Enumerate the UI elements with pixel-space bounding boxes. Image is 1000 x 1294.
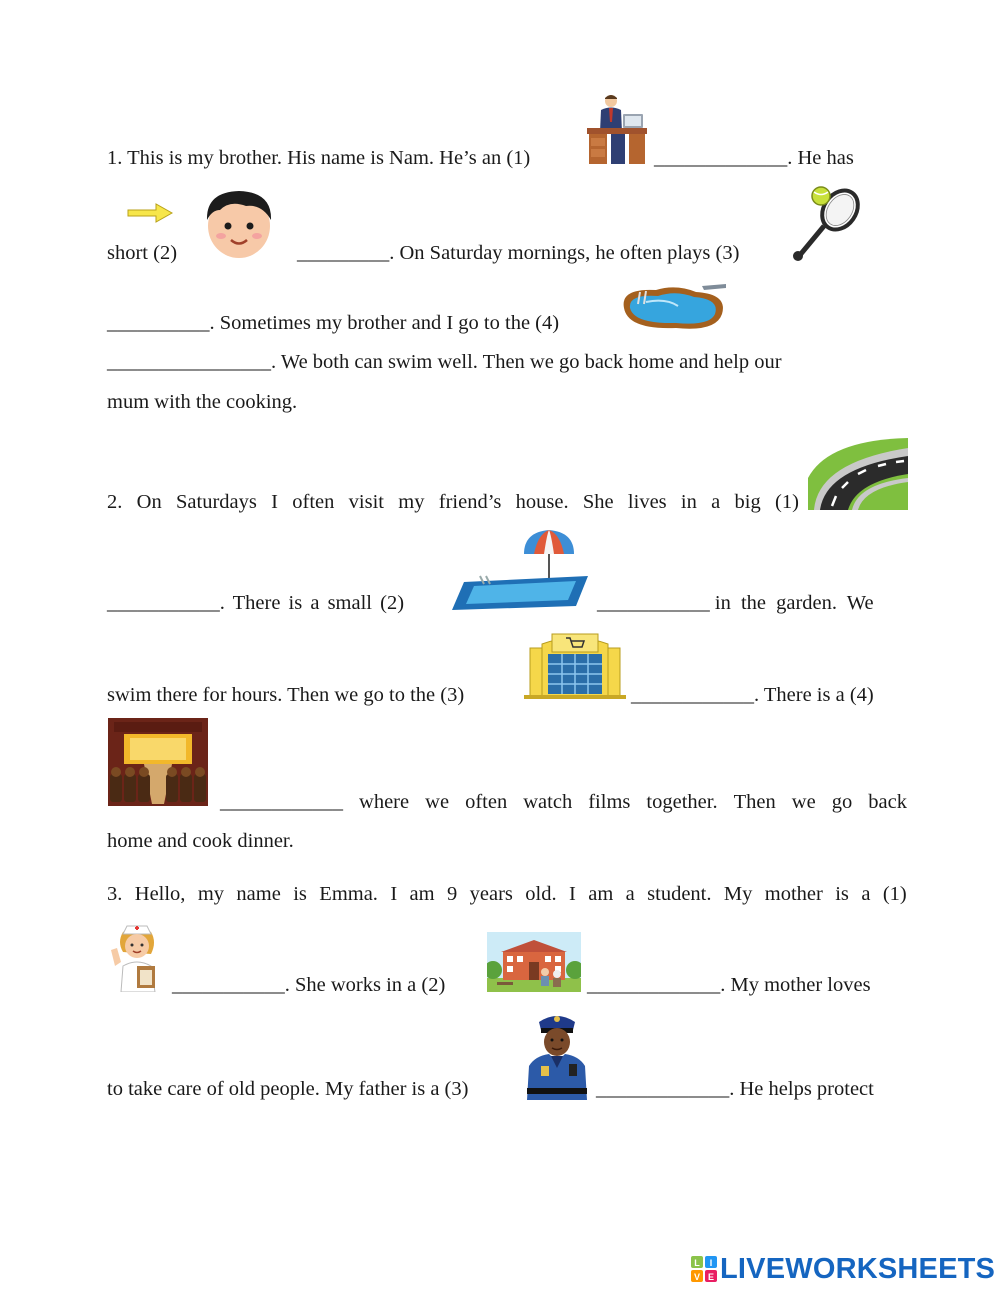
road-icon — [808, 438, 908, 510]
logo-badge-letter: L — [694, 1258, 700, 1268]
liveworksheets-logo[interactable] — [690, 1252, 995, 1286]
ex3-word: a — [861, 883, 871, 905]
ex2-word: big — [734, 491, 761, 513]
office-worker-icon — [585, 92, 649, 166]
ex2-word: On — [136, 491, 162, 513]
blank-2-4[interactable]: ____________ — [220, 791, 343, 813]
ex3-line2-text: . She works in a (2) — [284, 974, 446, 996]
ex2-line4 — [220, 790, 907, 814]
ex2-line2-end — [597, 591, 874, 615]
ex2-word: go — [831, 791, 853, 813]
blank-1-4[interactable]: ________________ — [107, 351, 271, 373]
ex2-word: watch — [523, 791, 573, 813]
ex1-line5-text: mum with the cooking. — [107, 391, 298, 413]
nursing-home-icon — [487, 932, 581, 992]
blank-3-3[interactable]: _____________ — [596, 1078, 730, 1100]
ex3-word: (1) — [882, 883, 907, 905]
ex3-word: My — [723, 883, 753, 905]
ex3-line3-text: to take care of old people. My father is a (3) — [107, 1078, 469, 1100]
ex3-line2 — [172, 973, 445, 997]
ex2-word: She — [582, 491, 614, 513]
police-officer-icon — [521, 1008, 593, 1100]
ex3-line2-end — [587, 973, 871, 997]
ex2-line3-end — [631, 683, 874, 707]
ex2-word: I — [271, 491, 278, 513]
ex1-line2-mid-text: . On Saturday mornings, he often plays (3) — [389, 242, 740, 264]
blank-3-1[interactable]: ___________ — [172, 974, 285, 996]
ex2-word: my — [398, 491, 425, 513]
arrow-icon — [126, 201, 174, 225]
ex2-word: (1) — [775, 491, 799, 513]
ex3-word: years — [469, 883, 513, 905]
ex3-word: 9 — [446, 883, 458, 905]
swimming-pool-icon — [616, 280, 732, 334]
ex1-line1-text: 1. This is my brother. His name is Nam. He’s an (1) — [107, 147, 531, 169]
ex3-word: my — [197, 883, 225, 905]
ex1-line1-end — [654, 146, 854, 170]
ex2-word: films — [588, 791, 631, 813]
nurse-icon — [107, 922, 169, 992]
ex2-word: 2. — [107, 491, 123, 513]
ex1-line3 — [107, 311, 559, 335]
ex3-word: mother — [764, 883, 823, 905]
ex2-word: together. — [646, 791, 718, 813]
ex2-line5-text: home and cook dinner. — [107, 830, 294, 852]
cinema-icon — [108, 718, 208, 806]
ex2-word: house. — [515, 491, 569, 513]
ex2-line3 — [107, 683, 464, 707]
ex1-line2-text: short (2) — [107, 242, 178, 264]
logo-text: LIVEWORKSHEETS — [720, 1252, 996, 1285]
ex3-word: am — [588, 883, 614, 905]
ex2-word: often — [292, 491, 335, 513]
ex3-line2-end-text: . My mother loves — [720, 974, 871, 996]
ex3-line3 — [107, 1077, 468, 1101]
blank-2-2[interactable]: ___________ — [597, 592, 710, 614]
blank-2-3[interactable]: ____________ — [631, 684, 754, 706]
boy-face-icon — [200, 186, 278, 260]
ex1-line4-text: . We both can swim well. Then we go back home and help our — [271, 351, 782, 373]
ex3-word: Hello, — [134, 883, 186, 905]
ex3-line3-end-text: . He helps protect — [729, 1078, 874, 1100]
ex1-line2 — [107, 241, 177, 265]
ex1-line2-mid — [297, 241, 739, 265]
ex3-word: is — [293, 883, 307, 905]
ex3-word: 3. — [107, 883, 123, 905]
ex3-word: am — [409, 883, 435, 905]
ex3-word: is — [835, 883, 849, 905]
ex1-line1-end-text: . He has — [787, 147, 854, 169]
logo-badge-letter: E — [707, 1272, 715, 1282]
ex2-line3-text: swim there for hours. Then we go to the (3) — [107, 684, 465, 706]
ex3-line3-end — [596, 1077, 874, 1101]
ex3-word: a — [625, 883, 635, 905]
ex1-line5 — [107, 390, 297, 414]
ex2-line5 — [107, 829, 294, 853]
blank-2-1[interactable]: ___________ — [107, 592, 220, 614]
ex2-word: friend’s — [438, 491, 502, 513]
ex2-word: Saturdays — [176, 491, 257, 513]
logo-badge-letter: I — [709, 1258, 713, 1268]
logo-badge-letter: V — [693, 1272, 701, 1282]
ex3-word: I — [569, 883, 576, 905]
ex2-word: in — [680, 491, 697, 513]
ex2-line1 — [107, 490, 799, 514]
ex2-word: visit — [348, 491, 384, 513]
blank-3-2[interactable]: _____________ — [587, 974, 721, 996]
shopping-mall-icon — [522, 628, 628, 700]
ex2-word: where — [359, 791, 410, 813]
tennis-racket-icon — [790, 183, 866, 263]
ex3-word: Emma. — [319, 883, 378, 905]
ex2-word: we — [425, 791, 450, 813]
blank-1-2[interactable]: _________ — [297, 242, 390, 264]
ex2-line2-text: . There is a small (2) — [219, 592, 405, 614]
ex2-word: often — [465, 791, 508, 813]
logo-badge-icon — [690, 1255, 718, 1283]
ex2-word: Then — [733, 791, 776, 813]
ex2-line2-end-text: in the garden. We — [714, 592, 874, 614]
ex1-line3-text: . Sometimes my brother and I go to the (4) — [209, 312, 560, 334]
ex3-line1 — [107, 882, 907, 906]
ex2-word: we — [791, 791, 816, 813]
ex1-line4 — [107, 350, 782, 374]
ex2-word: a — [711, 491, 721, 513]
ex2-word: lives — [627, 491, 667, 513]
ex2-line2 — [107, 591, 404, 615]
ex2-word: back — [868, 791, 907, 813]
ex3-word: I — [390, 883, 398, 905]
ex3-word: name — [236, 883, 281, 905]
blank-1-1[interactable]: _____________ — [654, 147, 788, 169]
blank-1-3[interactable]: __________ — [107, 312, 210, 334]
pool-umbrella-icon — [450, 526, 590, 614]
ex1-line1 — [107, 146, 530, 170]
ex2-line3-end-text: . There is a (4) — [754, 684, 874, 706]
ex3-word: student. — [647, 883, 712, 905]
ex3-word: old. — [525, 883, 557, 905]
